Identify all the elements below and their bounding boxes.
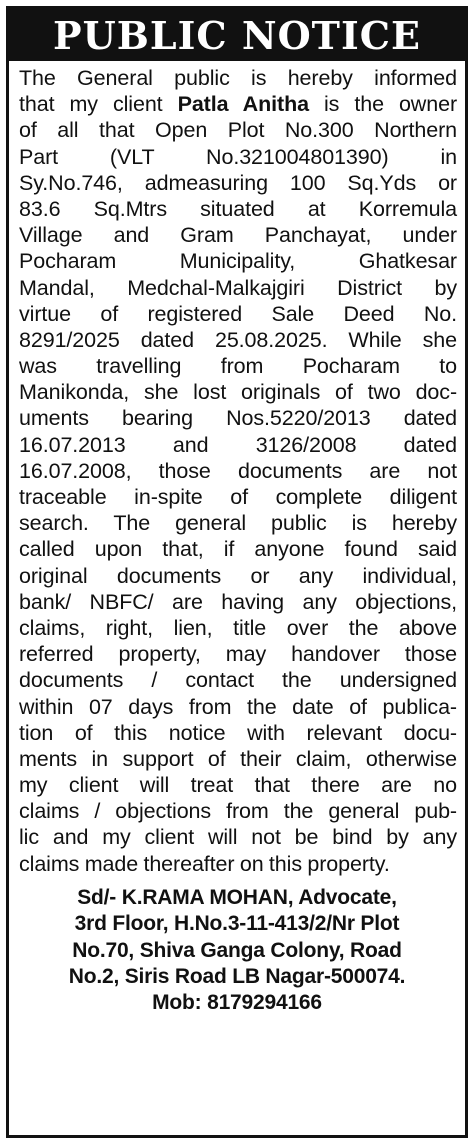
notice-body-line <box>19 563 457 589</box>
notice-body-line <box>19 65 457 91</box>
notice-body-line <box>19 667 457 693</box>
body-line-text: Sy.No.746, admeasuring 100 Sq.Yds or <box>19 170 457 195</box>
body-line-text: that my client <box>19 92 178 117</box>
body-line-text: my client will treat that there are no <box>19 773 457 798</box>
notice-body-line <box>19 301 457 327</box>
notice-body-line <box>19 379 457 405</box>
body-line-text: original documents or any individual, <box>19 563 457 588</box>
notice-body-line <box>19 615 457 641</box>
notice-body-line <box>19 536 457 562</box>
notice-body-line <box>19 275 457 301</box>
body-line-text: uments bearing Nos.5220/2013 dated <box>19 406 457 431</box>
notice-body-line <box>19 824 457 850</box>
notice-body-line <box>19 144 457 170</box>
body-line-text: claims / objections from the general pub- <box>19 799 457 824</box>
body-line-text: tion of this notice with relevant docu- <box>19 720 457 745</box>
body-line-text: is the owner <box>308 92 458 117</box>
body-line-text: The General public is hereby informed <box>19 66 457 90</box>
body-line-text: 16.07.2008, those documents are not <box>19 458 457 483</box>
notice-body-line <box>19 772 457 798</box>
body-line-text: within 07 days from the date of publica- <box>19 694 457 719</box>
signature-line: Sd/- K.RAMA MOHAN, Advocate, <box>77 885 397 909</box>
notice-body-line <box>19 746 457 772</box>
client-name: Patla Anitha <box>177 92 309 117</box>
notice-title: PUBLIC NOTICE <box>9 9 465 61</box>
body-line-text: Manikonda, she lost originals of two doc- <box>19 380 457 405</box>
body-line-text: 8291/2025 dated 25.08.2025. While she <box>19 327 457 352</box>
notice-body-line <box>19 327 457 353</box>
advocate-signature <box>9 885 465 1017</box>
body-line-text: Mandal, Medchal-Malkajgiri District by <box>19 275 457 300</box>
body-line-text: virtue of registered Sale Deed No. <box>19 301 457 326</box>
body-line-text: lic and my client will not be bind by any <box>19 825 457 850</box>
notice-body-line <box>19 170 457 196</box>
notice-body-line <box>19 641 457 667</box>
signature-line: No.70, Shiva Ganga Colony, Road <box>72 938 402 962</box>
notice-body-line <box>19 117 457 143</box>
body-line-text: referred property, may handover those <box>19 642 457 667</box>
notice-body-line <box>19 694 457 720</box>
body-line-text: Part (VLT No.321004801390) in <box>19 144 457 169</box>
notice-body-line <box>19 248 457 274</box>
body-line-text: bank/ NBFC/ are having any objections, <box>19 589 457 614</box>
notice-body-line <box>19 798 457 824</box>
notice-body-line <box>19 432 457 458</box>
notice-body-line <box>19 589 457 615</box>
notice-body-line <box>19 458 457 484</box>
body-line-text: called upon that, if anyone found said <box>19 537 457 562</box>
notice-body-line <box>19 222 457 248</box>
notice-body-line <box>19 405 457 431</box>
signature-line: No.2, Siris Road LB Nagar-500074. <box>68 965 406 989</box>
notice-body-line <box>19 720 457 746</box>
body-line-text: claims made thereafter on this property. <box>19 851 390 876</box>
notice-body-line <box>19 851 457 877</box>
signature-line: Mob: 8179294166 <box>152 991 322 1015</box>
signature-line: 3rd Floor, H.No.3-11-413/2/Nr Plot <box>74 912 400 936</box>
body-line-text: ments in support of their claim, otherwise <box>19 746 457 771</box>
body-line-text: of all that Open Plot No.300 Northern <box>19 118 457 143</box>
notice-body <box>9 61 465 877</box>
body-line-text: Village and Gram Panchayat, under <box>19 223 457 248</box>
body-line-text: 83.6 Sq.Mtrs situated at Korremula <box>19 196 457 221</box>
notice-body-line <box>19 196 457 222</box>
body-line-text: traceable in-spite of complete diligent <box>19 485 457 509</box>
notice-body-line <box>19 353 457 379</box>
notice-body-line <box>19 484 457 510</box>
body-line-text: claims, right, lien, title over the above <box>19 615 457 640</box>
body-line-text: 16.07.2013 and 3126/2008 dated <box>19 432 457 457</box>
body-line-text: Pocharam Municipality, Ghatkesar <box>19 249 457 274</box>
notice-body-line <box>19 510 457 536</box>
body-line-text: was travelling from Pocharam to <box>19 354 457 379</box>
body-line-text: documents / contact the undersigned <box>19 668 457 693</box>
public-notice <box>6 6 468 1138</box>
notice-body-line <box>19 91 457 117</box>
body-line-text: search. The general public is hereby <box>19 511 457 536</box>
